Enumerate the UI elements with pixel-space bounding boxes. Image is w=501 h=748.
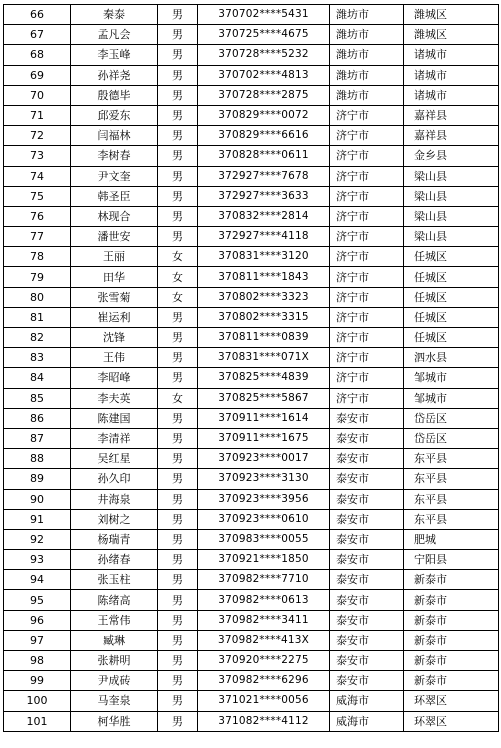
district-cell: 东平县 (404, 449, 499, 469)
id-number-cell: 370702****4813 (198, 65, 330, 85)
gender-cell: 男 (158, 348, 198, 368)
gender-cell: 男 (158, 307, 198, 327)
name-cell: 陈绪高 (71, 590, 158, 610)
id-number-cell: 370728****2875 (198, 85, 330, 105)
district-cell: 肥城 (404, 529, 499, 549)
city-cell: 泰安市 (330, 590, 404, 610)
name-cell: 尹文奎 (71, 166, 158, 186)
city-cell: 泰安市 (330, 509, 404, 529)
city-cell: 济宁市 (330, 126, 404, 146)
district-cell: 梁山县 (404, 206, 499, 226)
district-cell: 环翠区 (404, 711, 499, 731)
gender-cell: 男 (158, 428, 198, 448)
gender-cell: 男 (158, 630, 198, 650)
gender-cell: 男 (158, 85, 198, 105)
city-cell: 济宁市 (330, 206, 404, 226)
table-row (4, 368, 499, 388)
name-cell: 殷德毕 (71, 85, 158, 105)
table-row (4, 651, 499, 671)
id-number-cell: 370982****7710 (198, 570, 330, 590)
id-number-cell: 370825****5867 (198, 388, 330, 408)
table-row (4, 206, 499, 226)
id-number-cell: 370983****0055 (198, 529, 330, 549)
id-number-cell: 370982****6296 (198, 671, 330, 691)
row-number-cell: 83 (4, 348, 71, 368)
row-number-cell: 95 (4, 590, 71, 610)
gender-cell: 男 (158, 590, 198, 610)
district-cell: 泗水县 (404, 348, 499, 368)
district-cell: 金乡县 (404, 146, 499, 166)
table-row (4, 105, 499, 125)
id-number-cell: 370831****3120 (198, 247, 330, 267)
row-number-cell: 89 (4, 469, 71, 489)
table-row (4, 65, 499, 85)
table-row (4, 671, 499, 691)
id-number-cell: 370982****0613 (198, 590, 330, 610)
gender-cell: 女 (158, 247, 198, 267)
district-cell: 东平县 (404, 509, 499, 529)
city-cell: 济宁市 (330, 247, 404, 267)
id-number-cell: 370702****5431 (198, 5, 330, 25)
table-row (4, 166, 499, 186)
city-cell: 济宁市 (330, 267, 404, 287)
id-number-cell: 370829****0072 (198, 105, 330, 125)
table-row (4, 247, 499, 267)
city-cell: 泰安市 (330, 428, 404, 448)
table-row (4, 509, 499, 529)
gender-cell: 男 (158, 408, 198, 428)
district-cell: 嘉祥县 (404, 105, 499, 125)
table-row (4, 267, 499, 287)
row-number-cell: 81 (4, 307, 71, 327)
id-number-cell: 370923****0610 (198, 509, 330, 529)
city-cell: 济宁市 (330, 186, 404, 206)
table-row (4, 691, 499, 711)
name-cell: 李清祥 (71, 428, 158, 448)
table-row (4, 348, 499, 368)
table-row (4, 186, 499, 206)
name-cell: 李树春 (71, 146, 158, 166)
name-cell: 王丽 (71, 247, 158, 267)
gender-cell: 男 (158, 206, 198, 226)
gender-cell: 男 (158, 529, 198, 549)
district-cell: 宁阳县 (404, 550, 499, 570)
district-cell: 新泰市 (404, 630, 499, 650)
gender-cell: 男 (158, 691, 198, 711)
district-cell: 诸城市 (404, 65, 499, 85)
row-number-cell: 92 (4, 529, 71, 549)
table-row (4, 408, 499, 428)
table-body (4, 5, 499, 732)
name-cell: 孙久印 (71, 469, 158, 489)
row-number-cell: 100 (4, 691, 71, 711)
id-number-cell: 370828****0611 (198, 146, 330, 166)
row-number-cell: 91 (4, 509, 71, 529)
district-cell: 邹城市 (404, 368, 499, 388)
table-row (4, 126, 499, 146)
row-number-cell: 84 (4, 368, 71, 388)
city-cell: 泰安市 (330, 449, 404, 469)
gender-cell: 男 (158, 5, 198, 25)
gender-cell: 男 (158, 146, 198, 166)
id-number-cell: 370725****4675 (198, 25, 330, 45)
row-number-cell: 80 (4, 287, 71, 307)
table-row (4, 711, 499, 731)
district-cell: 新泰市 (404, 610, 499, 630)
gender-cell: 男 (158, 45, 198, 65)
row-number-cell: 77 (4, 227, 71, 247)
gender-cell: 男 (158, 711, 198, 731)
name-cell: 尹成砖 (71, 671, 158, 691)
district-cell: 潍城区 (404, 25, 499, 45)
city-cell: 泰安市 (330, 489, 404, 509)
id-number-cell: 370811****1843 (198, 267, 330, 287)
row-number-cell: 88 (4, 449, 71, 469)
city-cell: 泰安市 (330, 550, 404, 570)
id-number-cell: 370802****3315 (198, 307, 330, 327)
district-cell: 新泰市 (404, 570, 499, 590)
city-cell: 泰安市 (330, 671, 404, 691)
city-cell: 泰安市 (330, 651, 404, 671)
gender-cell: 男 (158, 65, 198, 85)
id-number-cell: 372927****3633 (198, 186, 330, 206)
row-number-cell: 82 (4, 328, 71, 348)
row-number-cell: 98 (4, 651, 71, 671)
city-cell: 潍坊市 (330, 45, 404, 65)
district-cell: 梁山县 (404, 166, 499, 186)
table-row (4, 45, 499, 65)
id-number-cell: 370829****6616 (198, 126, 330, 146)
row-number-cell: 67 (4, 25, 71, 45)
gender-cell: 男 (158, 671, 198, 691)
district-cell: 新泰市 (404, 671, 499, 691)
district-cell: 任城区 (404, 328, 499, 348)
city-cell: 泰安市 (330, 529, 404, 549)
id-number-cell: 370921****1850 (198, 550, 330, 570)
city-cell: 济宁市 (330, 287, 404, 307)
name-cell: 邱爱东 (71, 105, 158, 125)
gender-cell: 女 (158, 267, 198, 287)
row-number-cell: 66 (4, 5, 71, 25)
gender-cell: 女 (158, 388, 198, 408)
id-number-cell: 370920****2275 (198, 651, 330, 671)
name-cell: 吴红星 (71, 449, 158, 469)
row-number-cell: 71 (4, 105, 71, 125)
name-cell: 孟凡会 (71, 25, 158, 45)
row-number-cell: 99 (4, 671, 71, 691)
row-number-cell: 74 (4, 166, 71, 186)
table-row (4, 469, 499, 489)
district-cell: 环翠区 (404, 691, 499, 711)
table-row (4, 428, 499, 448)
city-cell: 威海市 (330, 691, 404, 711)
name-cell: 秦泰 (71, 5, 158, 25)
city-cell: 济宁市 (330, 307, 404, 327)
city-cell: 济宁市 (330, 227, 404, 247)
table-row (4, 550, 499, 570)
id-number-cell: 370923****3956 (198, 489, 330, 509)
id-number-cell: 370923****3130 (198, 469, 330, 489)
district-cell: 潍城区 (404, 5, 499, 25)
city-cell: 泰安市 (330, 570, 404, 590)
gender-cell: 男 (158, 651, 198, 671)
row-number-cell: 101 (4, 711, 71, 731)
applicant-table-sheet (3, 4, 498, 732)
city-cell: 济宁市 (330, 368, 404, 388)
table-row (4, 146, 499, 166)
id-number-cell: 371021****0056 (198, 691, 330, 711)
table-row (4, 529, 499, 549)
district-cell: 岱岳区 (404, 408, 499, 428)
district-cell: 任城区 (404, 307, 499, 327)
row-number-cell: 90 (4, 489, 71, 509)
name-cell: 李玉峰 (71, 45, 158, 65)
id-number-cell: 370811****0839 (198, 328, 330, 348)
gender-cell: 男 (158, 368, 198, 388)
gender-cell: 男 (158, 328, 198, 348)
name-cell: 张玉柱 (71, 570, 158, 590)
id-number-cell: 372927****4118 (198, 227, 330, 247)
city-cell: 济宁市 (330, 348, 404, 368)
name-cell: 王伟 (71, 348, 158, 368)
city-cell: 济宁市 (330, 328, 404, 348)
gender-cell: 男 (158, 489, 198, 509)
table-row (4, 630, 499, 650)
city-cell: 济宁市 (330, 388, 404, 408)
name-cell: 陈建国 (71, 408, 158, 428)
id-number-cell: 370911****1614 (198, 408, 330, 428)
gender-cell: 男 (158, 126, 198, 146)
row-number-cell: 69 (4, 65, 71, 85)
name-cell: 李昭峰 (71, 368, 158, 388)
name-cell: 林现合 (71, 206, 158, 226)
district-cell: 嘉祥县 (404, 126, 499, 146)
table-row (4, 449, 499, 469)
gender-cell: 男 (158, 570, 198, 590)
table-row (4, 610, 499, 630)
name-cell: 李夫英 (71, 388, 158, 408)
table-row (4, 590, 499, 610)
name-cell: 韩圣臣 (71, 186, 158, 206)
id-number-cell: 370802****3323 (198, 287, 330, 307)
gender-cell: 男 (158, 186, 198, 206)
gender-cell: 男 (158, 105, 198, 125)
city-cell: 泰安市 (330, 630, 404, 650)
id-number-cell: 370923****0017 (198, 449, 330, 469)
gender-cell: 男 (158, 610, 198, 630)
name-cell: 张雪菊 (71, 287, 158, 307)
district-cell: 任城区 (404, 247, 499, 267)
district-cell: 邹城市 (404, 388, 499, 408)
name-cell: 崔运利 (71, 307, 158, 327)
name-cell: 闫福林 (71, 126, 158, 146)
row-number-cell: 94 (4, 570, 71, 590)
gender-cell: 男 (158, 509, 198, 529)
row-number-cell: 76 (4, 206, 71, 226)
name-cell: 马奎泉 (71, 691, 158, 711)
name-cell: 杨瑞青 (71, 529, 158, 549)
district-cell: 岱岳区 (404, 428, 499, 448)
city-cell: 潍坊市 (330, 25, 404, 45)
district-cell: 梁山县 (404, 186, 499, 206)
row-number-cell: 97 (4, 630, 71, 650)
city-cell: 济宁市 (330, 105, 404, 125)
district-cell: 诸城市 (404, 45, 499, 65)
name-cell: 臧琳 (71, 630, 158, 650)
city-cell: 威海市 (330, 711, 404, 731)
name-cell: 井海泉 (71, 489, 158, 509)
city-cell: 潍坊市 (330, 85, 404, 105)
table-row (4, 5, 499, 25)
table-row (4, 25, 499, 45)
row-number-cell: 87 (4, 428, 71, 448)
row-number-cell: 85 (4, 388, 71, 408)
id-number-cell: 370982****3411 (198, 610, 330, 630)
id-number-cell: 370832****2814 (198, 206, 330, 226)
gender-cell: 男 (158, 449, 198, 469)
name-cell: 张耕明 (71, 651, 158, 671)
district-cell: 新泰市 (404, 651, 499, 671)
city-cell: 泰安市 (330, 610, 404, 630)
city-cell: 济宁市 (330, 146, 404, 166)
row-number-cell: 75 (4, 186, 71, 206)
row-number-cell: 79 (4, 267, 71, 287)
row-number-cell: 86 (4, 408, 71, 428)
gender-cell: 男 (158, 227, 198, 247)
city-cell: 泰安市 (330, 469, 404, 489)
name-cell: 孙绪春 (71, 550, 158, 570)
city-cell: 济宁市 (330, 166, 404, 186)
district-cell: 新泰市 (404, 590, 499, 610)
name-cell: 王常伟 (71, 610, 158, 630)
table-row (4, 85, 499, 105)
name-cell: 刘树之 (71, 509, 158, 529)
name-cell: 沈锋 (71, 328, 158, 348)
gender-cell: 女 (158, 287, 198, 307)
gender-cell: 男 (158, 166, 198, 186)
district-cell: 诸城市 (404, 85, 499, 105)
row-number-cell: 68 (4, 45, 71, 65)
gender-cell: 男 (158, 469, 198, 489)
table-row (4, 489, 499, 509)
applicant-table (3, 4, 499, 732)
district-cell: 任城区 (404, 287, 499, 307)
table-row (4, 328, 499, 348)
gender-cell: 男 (158, 25, 198, 45)
id-number-cell: 370728****5232 (198, 45, 330, 65)
id-number-cell: 370831****071X (198, 348, 330, 368)
district-cell: 梁山县 (404, 227, 499, 247)
name-cell: 潘世安 (71, 227, 158, 247)
row-number-cell: 78 (4, 247, 71, 267)
district-cell: 任城区 (404, 267, 499, 287)
id-number-cell: 371082****4112 (198, 711, 330, 731)
city-cell: 潍坊市 (330, 5, 404, 25)
row-number-cell: 96 (4, 610, 71, 630)
table-row (4, 307, 499, 327)
id-number-cell: 372927****7678 (198, 166, 330, 186)
id-number-cell: 370825****4839 (198, 368, 330, 388)
city-cell: 泰安市 (330, 408, 404, 428)
row-number-cell: 73 (4, 146, 71, 166)
table-row (4, 227, 499, 247)
row-number-cell: 93 (4, 550, 71, 570)
table-row (4, 388, 499, 408)
id-number-cell: 370982****413X (198, 630, 330, 650)
table-row (4, 287, 499, 307)
gender-cell: 男 (158, 550, 198, 570)
name-cell: 田华 (71, 267, 158, 287)
row-number-cell: 70 (4, 85, 71, 105)
table-row (4, 570, 499, 590)
row-number-cell: 72 (4, 126, 71, 146)
city-cell: 潍坊市 (330, 65, 404, 85)
name-cell: 柯华胜 (71, 711, 158, 731)
name-cell: 孙祥尧 (71, 65, 158, 85)
district-cell: 东平县 (404, 469, 499, 489)
district-cell: 东平县 (404, 489, 499, 509)
id-number-cell: 370911****1675 (198, 428, 330, 448)
